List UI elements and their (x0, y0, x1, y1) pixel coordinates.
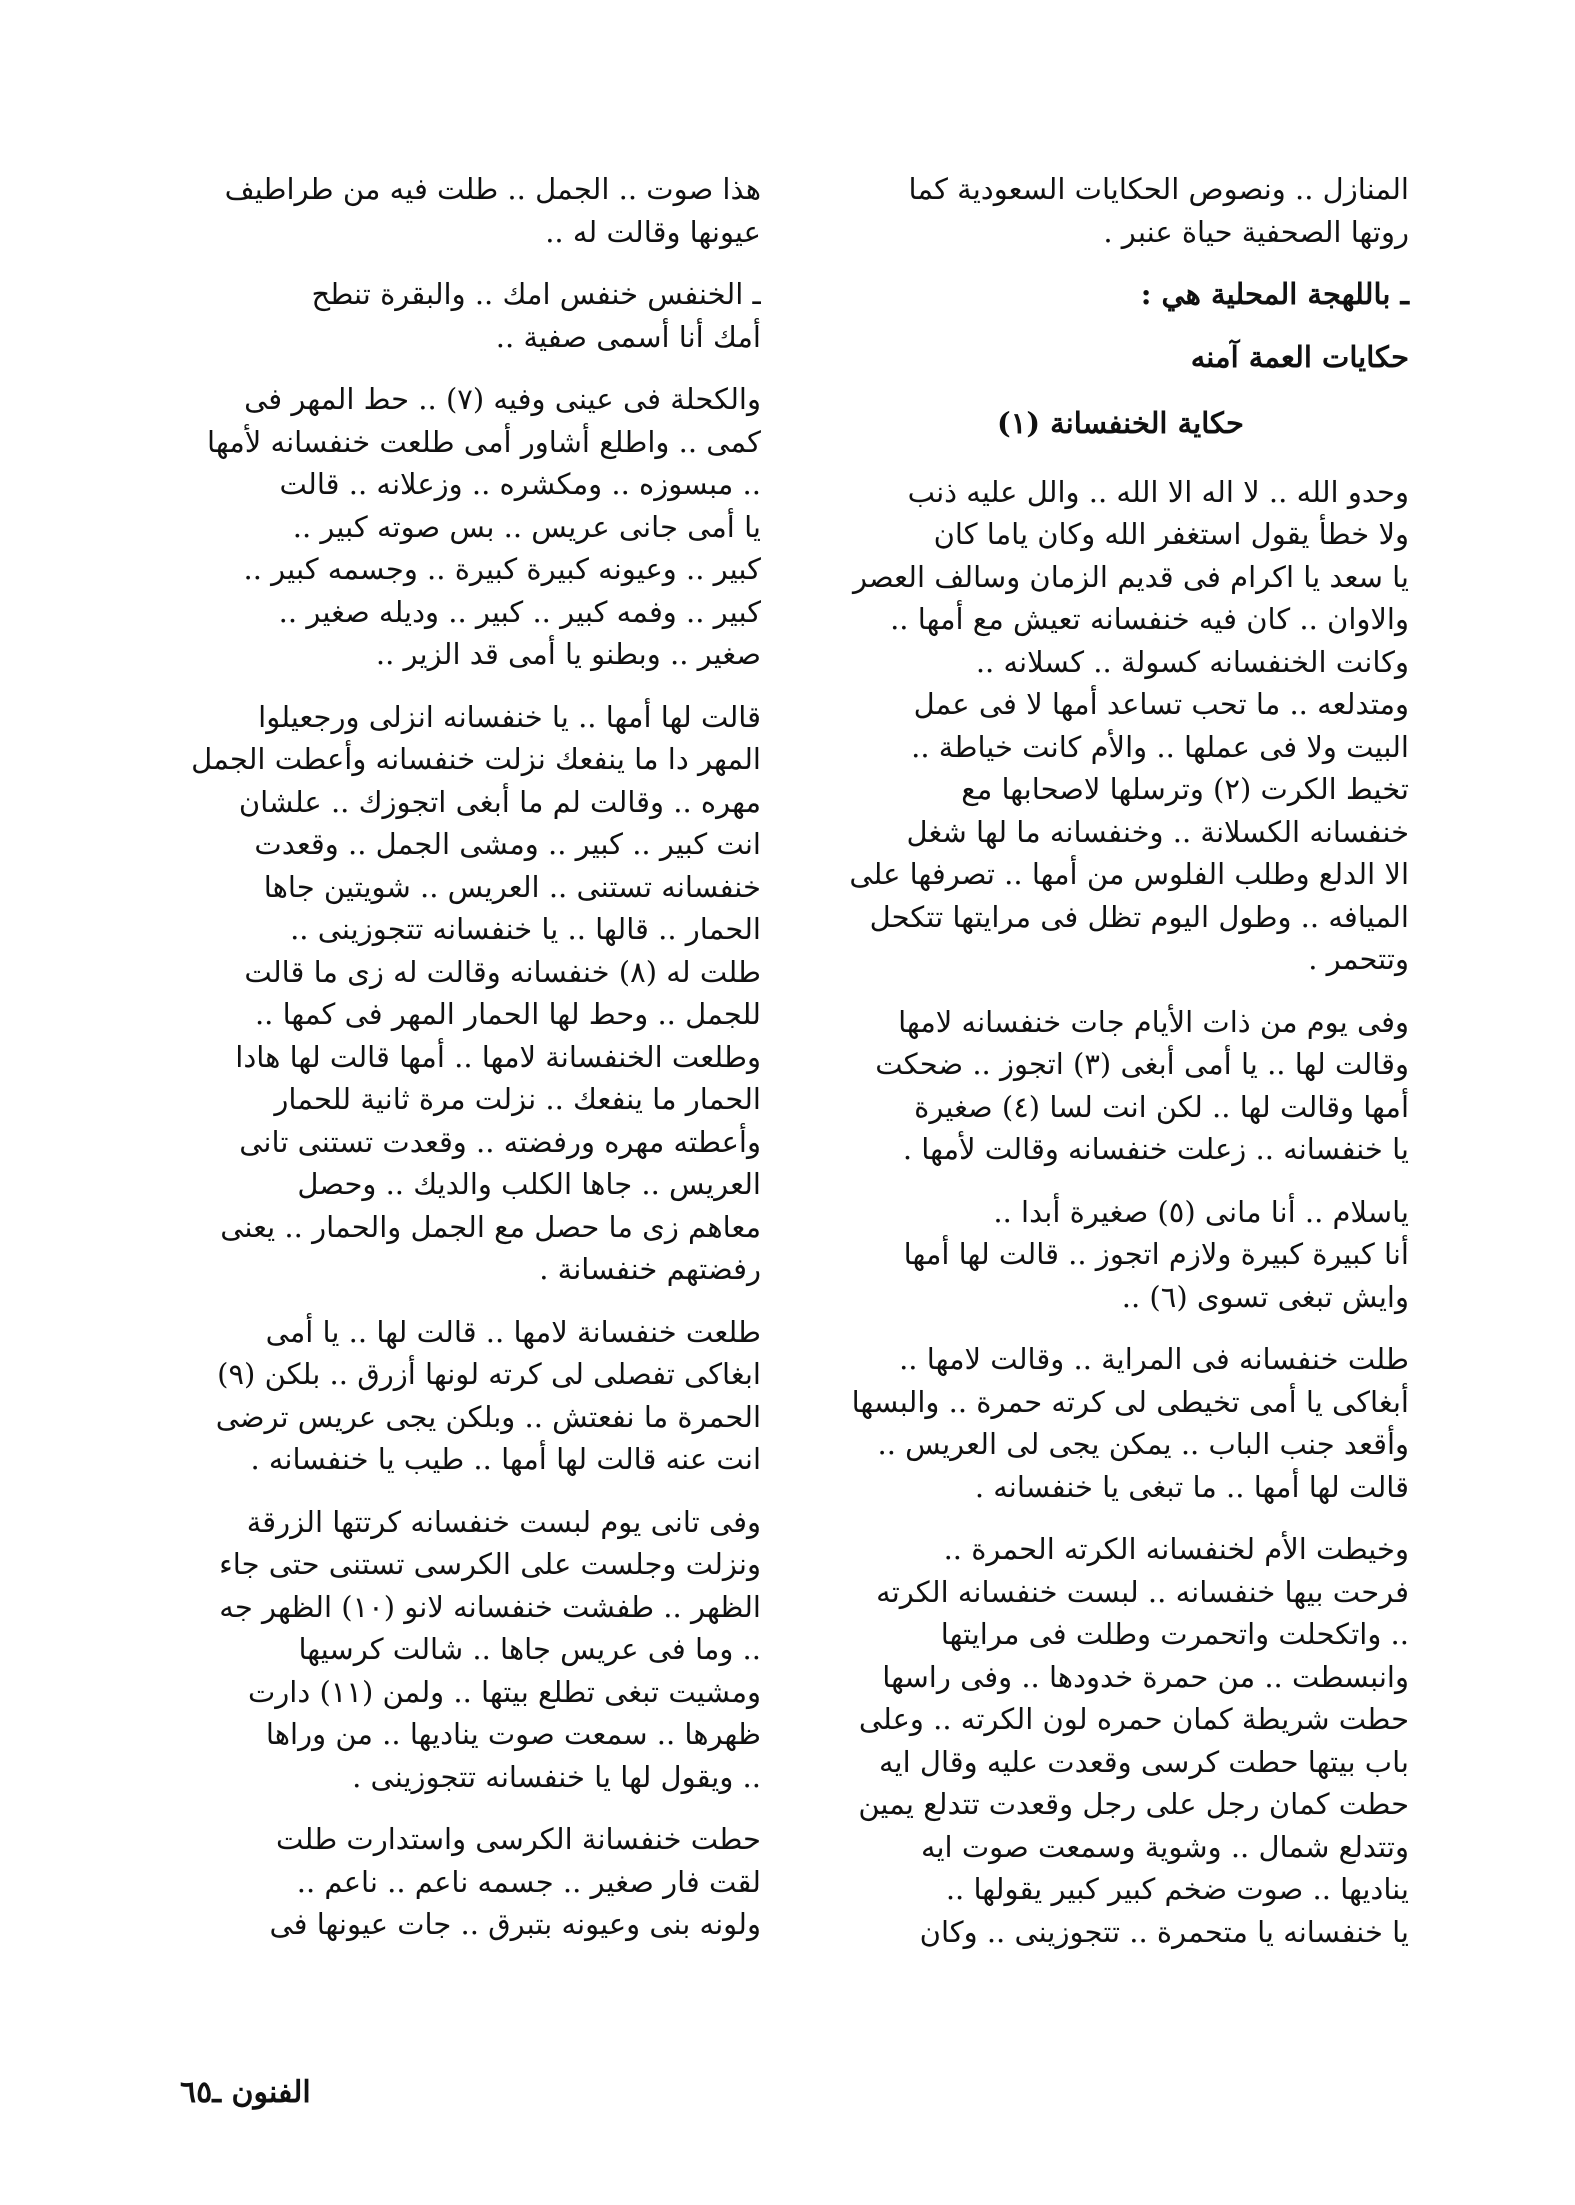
page-footer: الفنون ـ٦٥ (180, 2075, 311, 2110)
text-line: باب بيتها حطت كرسى وقعدت عليه وقال ايه (878, 1744, 1409, 1779)
text-line: وتتحمر . (1308, 942, 1409, 976)
text-line: ابغاكى تفصلى لى كرته لونها أزرق .. بلكن (٩) (217, 1357, 761, 1391)
story-paragraph-4 (832, 1338, 1409, 1508)
text-line: معاهم زى ما حصل مع الجمل والحمار .. يعنى (220, 1209, 761, 1244)
text-line: .. وما فى عريس جاها .. شالت كرسيها (298, 1632, 761, 1666)
text-line: وفى يوم من ذات الأيام جات خنفسانه لامها (898, 1004, 1409, 1039)
text-line: لقت فار صغير .. جسمه ناعم .. ناعم .. (296, 1864, 761, 1899)
story-paragraph-11 (178, 1501, 761, 1799)
text-line: حطت شريطة كمان حمره لون الكرته .. وعلى (858, 1702, 1409, 1736)
text-line: أمها وقالت لها .. لكن انت لسا (٤) صغيرة (914, 1089, 1409, 1124)
text-line: انت عنه قالت لها أمها .. طيب يا خنفسانه . (250, 1442, 761, 1476)
text-line: قالت لها أمها .. ما تبغى يا خنفسانه . (974, 1469, 1409, 1504)
text-line: عيونها وقالت له .. (545, 214, 761, 249)
text-line: وانبسطت .. من حمرة خدودها .. وفى راسها (882, 1659, 1409, 1694)
text-line: طلت له (٨) خنفسانه وقالت له زى ما قالت (244, 954, 761, 989)
text-line: وأعطته مهره ورفضته .. وقعدت تستنى تانى (239, 1124, 761, 1159)
left-column (178, 168, 761, 1966)
text-line: رفضتهم خنفسانة . (539, 1252, 761, 1286)
story-paragraph-9 (178, 696, 761, 1291)
text-line: المنازل .. ونصوص الحكايات السعودية كما (908, 172, 1409, 206)
text-line: للجمل .. وحط لها الحمار المهر فى كمها .. (254, 997, 761, 1031)
text-line: ونزلت وجلست على الكرسى تستنى حتى جاء (219, 1547, 761, 1581)
story-title: حكاية الخنفسانة (١) (997, 406, 1244, 440)
text-line: طلعت خنفسانة لامها .. قالت لها .. يا أمى (265, 1314, 761, 1349)
text-line: حطت كمان رجل على رجل وقعدت تتدلع يمين (858, 1787, 1409, 1821)
text-line: وفى تانى يوم لبست خنفسانه كرتتها الزرقة (246, 1504, 761, 1539)
text-line: أبغاكى يا أمى تخيطى لى كرته حمرة .. والبسها (851, 1384, 1409, 1419)
text-line: .. مبسوزه .. ومكشره .. وزعلانه .. قالت (279, 467, 761, 501)
text-line: وطلعت الخنفسانة لامها .. أمها قالت لها هادا (235, 1039, 761, 1074)
text-line: والكحلة فى عينى وفيه (٧) .. حط المهر فى (244, 382, 761, 416)
text-line: مهره .. وقالت لم ما أبغى اتجوزك .. علشان (238, 784, 761, 819)
text-line: ظهرها .. سمعت صوت يناديها .. من وراها (265, 1717, 761, 1751)
text-line: أنا كبيرة كبيرة ولازم اتجوز .. قالت لها أمها (903, 1237, 1409, 1271)
text-line: البيت ولا فى عملها .. والأم كانت خياطة .. (911, 729, 1409, 764)
text-line: ومتدلعه .. ما تحب تساعد أمها لا فى عمل (913, 687, 1409, 721)
text-line: يا خنفسانه يا متحمرة .. تتجوزينى .. وكان (919, 1914, 1409, 1949)
text-line: كبير .. وعيونه كبيرة كبيرة .. وجسمه كبير .. (243, 552, 761, 586)
text-line: يناديها .. صوت ضخم كبير كبير يقولها .. (945, 1872, 1409, 1906)
story-paragraph-3 (832, 1191, 1409, 1319)
text-line: كمى .. واطلع أشاور أمى طلعت خنفسانه لأمها (207, 424, 761, 459)
text-line: طلت خنفسانه فى المراية .. وقالت لامها .. (899, 1342, 1409, 1376)
text-line: ولونه بنى وعيونه بتبرق .. جات عيونها فى (269, 1907, 761, 1941)
text-line: خنفسانه الكسلانة .. وخنفسانه ما لها شغل (906, 814, 1409, 849)
text-line: ياسلام .. أنا مانى (٥) صغيرة أبدا .. (993, 1194, 1409, 1229)
text-line: حطت خنفسانة الكرسى واستدارت طلت (276, 1822, 761, 1856)
text-line: تخيط الكرت (٢) وترسلها لاصحابها مع (961, 772, 1409, 806)
dialect-heading: ـ باللهجة المحلية هي : (1140, 277, 1409, 311)
text-line: وتتدلع شمال .. وشوية وسمعت صوت ايه (920, 1829, 1409, 1864)
text-line: أمك أنا أسمى صفية .. (495, 319, 761, 354)
text-line: ـ الخنفس خنفس امك .. والبقرة تنطح (311, 277, 761, 311)
text-line: خنفسانه تستنى .. العريس .. شويتين جاها (263, 869, 761, 904)
text-line: يا خنفسانه .. زعلت خنفسانه وقالت لأمها . (902, 1132, 1409, 1166)
story-paragraph-10 (178, 1311, 761, 1481)
text-line: هذا صوت .. الجمل .. طلت فيه من طراطيف (224, 172, 761, 206)
text-line: الحمرة ما نفعتش .. وبلكن يجى عريس ترضى (215, 1399, 761, 1434)
text-line: وكانت الخنفسانه كسولة .. كسلانه .. (975, 644, 1409, 679)
text-line: قالت لها أمها .. يا خنفسانه انزلى ورجعيلوا (258, 699, 761, 734)
intro-paragraph (832, 168, 1409, 253)
text-line: وقالت لها .. يا أمى أبغى (٣) اتجوز .. ضحكت (875, 1047, 1409, 1081)
story-paragraph-6 (178, 168, 761, 253)
text-line: الحمار .. قالها .. يا خنفسانه تتجوزينى .. (290, 912, 761, 946)
text-line: .. ويقول لها يا خنفسانه تتجوزينى . (352, 1759, 761, 1794)
text-line: انت كبير .. كبير .. ومشى الجمل .. وقعدت (254, 827, 761, 861)
text-line: يا أمى جانى عريس .. بس صوته كبير .. (292, 509, 761, 544)
text-line: المهر دا ما ينفعك نزلت خنفسانه وأعطت الجمل (191, 742, 761, 776)
story-paragraph-2 (832, 1001, 1409, 1171)
story-paragraph-5 (832, 1528, 1409, 1953)
text-line: روتها الصحفية حياة عنبر . (1103, 214, 1409, 249)
text-line: ومشيت تبغى تطلع بيتها .. ولمن (١١) دارت (247, 1674, 761, 1709)
right-column (832, 168, 1409, 1973)
stories-heading: حكايات العمة آمنه (1190, 339, 1409, 374)
text-line: العريس .. جاها الكلب والديك .. وحصل (297, 1167, 761, 1201)
story-paragraph-7 (178, 273, 761, 358)
text-line: الظهر .. طفشت خنفسانه لانو (١٠) الظهر جه (219, 1589, 761, 1624)
text-line: وخيطت الأم لخنفسانه الكرته الحمرة .. (943, 1532, 1409, 1566)
text-line: الميافه .. وطول اليوم تظل فى مرايتها تتكحل (869, 899, 1409, 934)
text-line: وحدو الله .. لا اله الا الله .. والل عليه ذنب (907, 474, 1409, 509)
text-line: وايش تبغى تسوى (٦) .. (1121, 1279, 1409, 1314)
text-line: كبير .. وفمه كبير .. كبير .. وديله صغير .. (278, 594, 761, 629)
text-line: فرحت بيها خنفسانه .. لبست خنفسانه الكرته (876, 1574, 1409, 1609)
story-paragraph-12 (178, 1818, 761, 1946)
text-line: والاوان .. كان فيه خنفسانه تعيش مع أمها .. (890, 602, 1409, 636)
text-line: يا سعد يا اكرام فى قديم الزمان وسالف العصر (852, 559, 1409, 594)
text-line: الحمار ما ينفعك .. نزلت مرة ثانية للحمار (274, 1082, 761, 1116)
story-paragraph-1 (832, 471, 1409, 981)
text-line: الا الدلع وطلب الفلوس من أمها .. تصرفها على (849, 857, 1409, 891)
text-line: صغير .. وبطنو يا أمى قد الزير .. (375, 637, 761, 671)
story-paragraph-8 (178, 378, 761, 676)
text-line: ولا خطأ يقول استغفر الله وكان ياما كان (933, 517, 1409, 551)
text-line: وأقعد جنب الباب .. يمكن يجى لى العريس .. (877, 1427, 1409, 1461)
text-line: .. واتكحلت واتحمرت وطلت فى مرايتها (940, 1617, 1409, 1651)
